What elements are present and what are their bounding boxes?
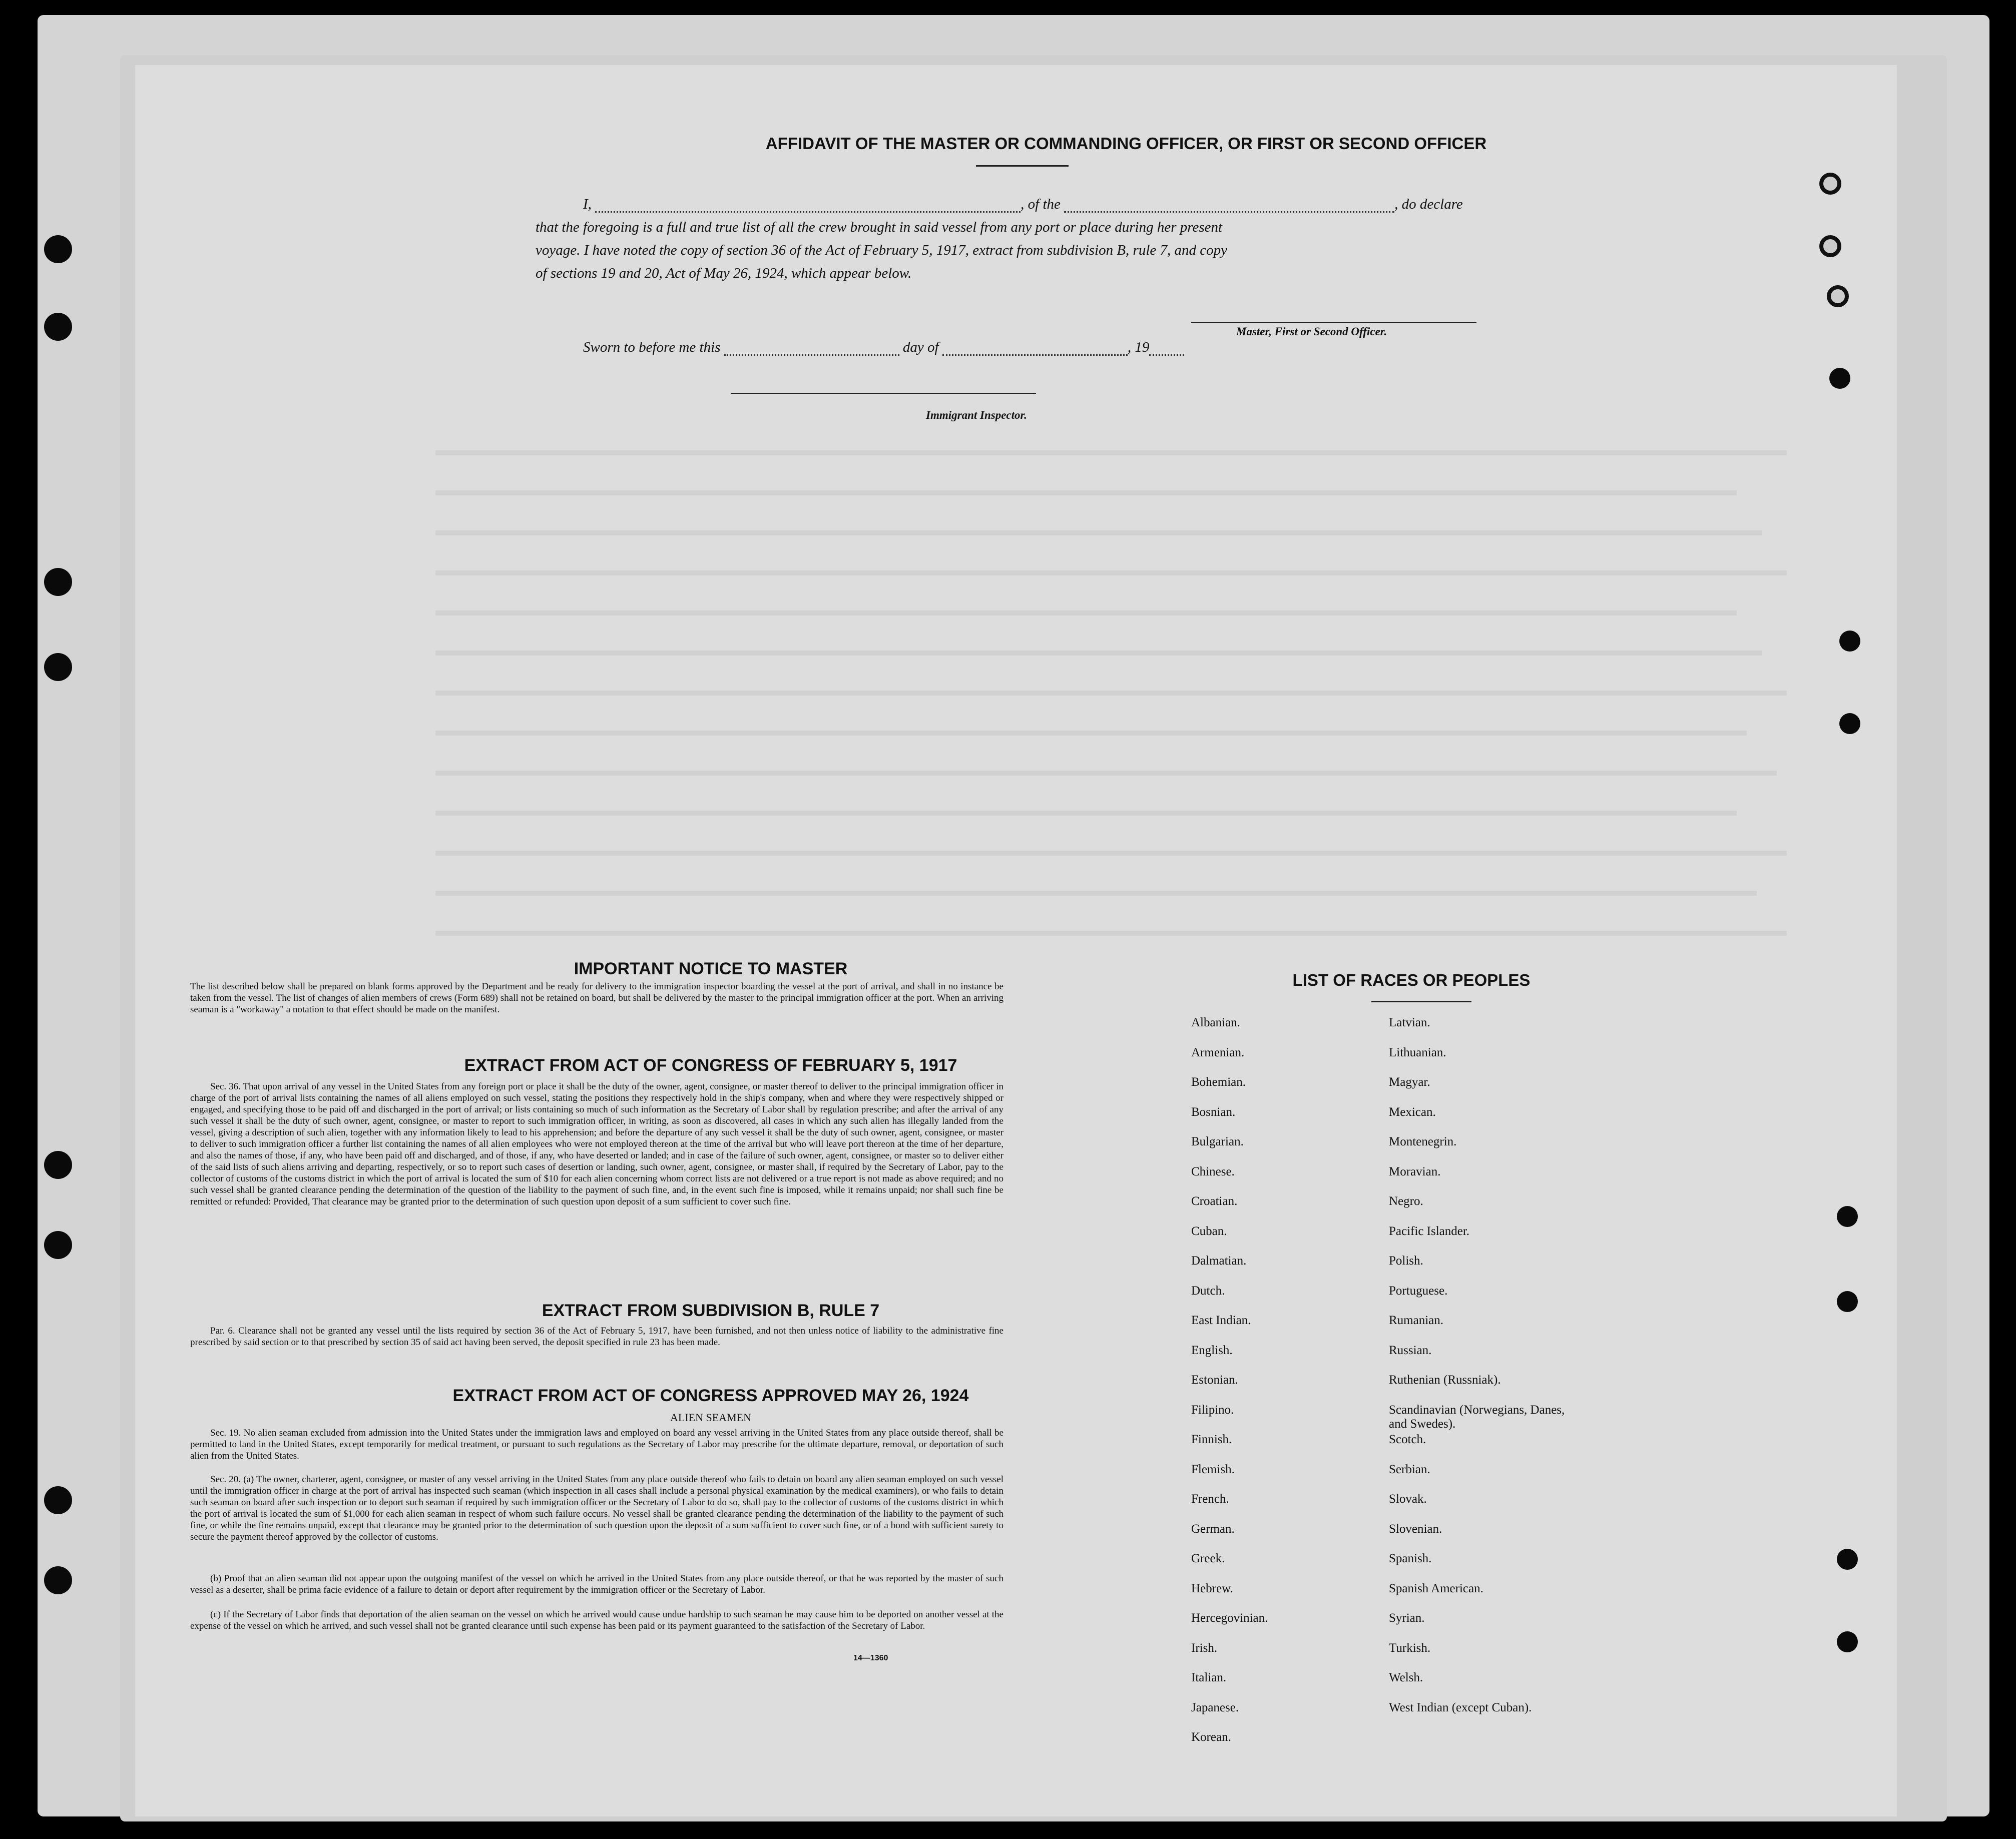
punch-hole: [1839, 631, 1860, 652]
punch-hole: [44, 568, 72, 596]
sec20b-body: (b) Proof that an alien seaman did not appear upon the outgoing manifest of the vessel on which he arrived in the United States from any place outside thereof, or that he was reported by the master of such vessel as a deserter, shall be prima facie evidence of a failure to detain or deport after requirement by the immigration officer or the Secretary of Labor.: [190, 1573, 1003, 1595]
race-item: Korean.: [1191, 1730, 1231, 1744]
race-item: Greek.: [1191, 1552, 1225, 1565]
race-item: Mexican.: [1389, 1105, 1436, 1119]
race-item: Albanian.: [1191, 1016, 1240, 1029]
race-item: Filipino.: [1191, 1403, 1234, 1417]
rule7-body: Par. 6. Clearance shall not be granted any vessel until the lists required by section 36 of the Act of February 5, 1917, have been furnished, and not then unless notice of liability to the administrative fine prescribed by said section or to that prescribed by section 35 of said act having been served, the deposit specified in rule 23 has been made.: [190, 1326, 1003, 1348]
race-item: Negro.: [1389, 1194, 1423, 1208]
affidavit-title-rule: [976, 165, 1069, 167]
race-item: English.: [1191, 1343, 1233, 1357]
race-item: Chinese.: [1191, 1164, 1235, 1178]
punch-hole: [44, 1151, 72, 1179]
race-item: Hercegovinian.: [1191, 1611, 1268, 1625]
race-item: Armenian.: [1191, 1045, 1245, 1059]
race-item: Lithuanian.: [1389, 1045, 1446, 1059]
punch-hole: [1837, 1206, 1858, 1227]
race-item: Polish.: [1389, 1254, 1423, 1268]
vessel-name-field[interactable]: [1064, 211, 1394, 213]
extract-1917-body: Sec. 36. That upon arrival of any vessel in the United States from any foreign port or place it shall be the duty of the owner, agent, consignee, or master thereof to deliver to the principal immigration officer in charge of the port of arrival lists containing the names of all aliens employed on such vessel, stating the positions they respectively hold in the ship's company, when and where they were respectively shipped or engaged, and specifying those to be paid off and discharged in the port of arrival; or lists containing so much of such information as the Secretary of Labor shall by regulation prescribe; and after the arrival of any such vessel it shall be the duty of such owner, agent, consignee, or master to report to such immigration officer, in writing, as soon as discovered, all cases in which any such alien has illegally landed from the vessel, giving a description of such alien, together with any information likely to lead to his apprehension; and before the departure of any such vessel it shall be the duty of such owner, agent, consignee, or master to deliver to such immigration officer a further list containing the names of all alien employees who were not employed thereon at the time of the arrival but who will leave port thereon at the time of her departure, and also the names of those, if any, who have been paid off and discharged, and of those, if any, who have deserted or landed; and in case of the failure of such owner, agent, consignee, or master so to deliver either of the said lists of such aliens arriving and departing, respectively, or so to report such cases of desertion or landing, such owner, agent, consignee, or master shall, if required by the Secretary of Labor, pay to the collector of customs of the customs district in which the port of arrival is located the sum of $10 for each alien concerning whom correct lists are not delivered or a true report is not made as above required; and no such vessel shall be granted clearance pending the determination of the question of the liability to the payment of such fine, and, in the event such fine is imposed, while it remains unpaid; nor shall such fine be remitted or refunded: Provided, That clearance may be granted prior to the determination of such question upon deposit of a sum sufficient to cover such fine.: [190, 1081, 1003, 1207]
race-item: Bosnian.: [1191, 1105, 1236, 1119]
form-number: 14—1360: [853, 1654, 888, 1662]
race-item: Croatian.: [1191, 1194, 1238, 1208]
race-item: Welsh.: [1389, 1671, 1423, 1684]
race-item: Moravian.: [1389, 1164, 1441, 1178]
sworn-month-field[interactable]: [942, 354, 1128, 356]
race-item: Ruthenian (Russniak).: [1389, 1373, 1501, 1387]
race-item: Dutch.: [1191, 1284, 1225, 1298]
reinforced-punch-hole: [1827, 285, 1849, 307]
affidavit-line-1: I, , of the , do declare: [583, 196, 1463, 212]
punch-hole: [44, 1231, 72, 1259]
race-item: Russian.: [1389, 1343, 1432, 1357]
race-item: Flemish.: [1191, 1462, 1235, 1476]
race-item: Scandinavian (Norwegians, Danes, and Swedes).: [1389, 1403, 1565, 1431]
sworn-line: Sworn to before me this day of , 19: [583, 339, 1184, 356]
affidavit-line-2: that the foregoing is a full and true list of all the crew brought in said vessel from any port or place during her present: [536, 219, 1223, 235]
punch-hole: [44, 653, 72, 681]
punch-hole: [44, 235, 72, 263]
notice-body: The list described below shall be prepared on blank forms approved by the Department and be ready for delivery to the immigration inspector boarding the vessel at the port of arrival, and shall in no instance be taken from the vessel. The list of changes of alien members of crews (Form 689) shall not be retained on board, but shall be delivered by the master to the principal immigration officer at the port. When an arriving seaman is a "workaway" a notation to that effect should be made on the manifest.: [190, 981, 1003, 1015]
master-signature-line[interactable]: [1191, 322, 1476, 323]
declarant-name-field[interactable]: [595, 211, 1021, 213]
race-item: Syrian.: [1389, 1611, 1425, 1625]
sec20a-body: Sec. 20. (a) The owner, charterer, agent, consignee, or master of any vessel arriving in the United States from any place outside thereof who fails to detain on board any alien seaman employed on such vessel until the immigration officer in charge at the port of arrival has inspected such seaman (which inspection in all cases shall include a personal physical examination by the medical examiners), or who fails to detain such seaman on board after such inspection or to deport such seaman if required by such immigration officer or the Secretary of Labor to do so, shall pay to the collector of customs of the customs district in which the port of arrival is located the sum of $1,000 for each alien seaman in respect of whom such failure occurs. No vessel shall be granted clearance pending the determination of the liability to the payment of such fine, or while the fine remains unpaid, except that clearance may be granted prior to the determination of such question upon the deposit of a sum sufficient to cover such fine, or of a bond with sufficient surety to secure the payment thereof approved by the collector of customs.: [190, 1474, 1003, 1542]
race-item: Spanish.: [1389, 1552, 1432, 1565]
race-item: Scotch.: [1389, 1433, 1426, 1446]
race-item: East Indian.: [1191, 1314, 1251, 1327]
race-item: Cuban.: [1191, 1224, 1227, 1238]
race-item: Finnish.: [1191, 1433, 1232, 1446]
affidavit-line-3: voyage. I have noted the copy of section 36 of the Act of February 5, 1917, extract from subdivision B, rule 7, and copy: [536, 242, 1228, 258]
sec19-body: Sec. 19. No alien seaman excluded from admission into the United States under the immigration laws and employed on board any vessel arriving in the United States from any place outside thereof, shall be permitted to land in the United States, except temporarily for medical treatment, or pursuant to such regulations as the Secretary of Labor may prescribe for the ultimate departure, removal, or deportation of such alien from the United States.: [190, 1428, 1003, 1461]
extract-1917-title: EXTRACT FROM ACT OF CONGRESS OF FEBRUARY 5, 1917: [464, 1056, 957, 1075]
race-item: Latvian.: [1389, 1016, 1430, 1029]
race-item: Slovak.: [1389, 1492, 1427, 1506]
race-item: Turkish.: [1389, 1641, 1431, 1655]
punch-hole: [1829, 368, 1850, 389]
race-item: Irish.: [1191, 1641, 1218, 1655]
race-item: Portuguese.: [1389, 1284, 1448, 1298]
bleed-through-ghost: [135, 65, 1897, 1816]
race-item: Italian.: [1191, 1671, 1227, 1684]
punch-hole: [44, 313, 72, 341]
race-item: French.: [1191, 1492, 1229, 1506]
race-item: West Indian (except Cuban).: [1389, 1700, 1532, 1714]
race-item: Hebrew.: [1191, 1581, 1233, 1595]
sec20c-body: (c) If the Secretary of Labor finds that deportation of the alien seaman on the vessel on which he arrived would cause undue hardship to such seaman he may cause him to be deported on another vessel at the expense of the vessel on which he arrived, and such vessel shall not be granted clearance until such expense has been paid or its payment guaranteed to the satisfaction of the Secretary of Labor.: [190, 1609, 1003, 1631]
race-item: Bohemian.: [1191, 1075, 1246, 1089]
affidavit-line-4: of sections 19 and 20, Act of May 26, 1924, which appear below.: [536, 265, 912, 281]
punch-hole: [44, 1566, 72, 1594]
race-item: German.: [1191, 1522, 1235, 1536]
race-item: Dalmatian.: [1191, 1254, 1247, 1268]
race-item: Pacific Islander.: [1389, 1224, 1470, 1238]
reinforced-punch-hole: [1819, 235, 1841, 257]
race-item: Magyar.: [1389, 1075, 1430, 1089]
rule7-title: EXTRACT FROM SUBDIVISION B, RULE 7: [542, 1301, 880, 1320]
extract-1924-title: EXTRACT FROM ACT OF CONGRESS APPROVED MAY 26, 1924: [452, 1386, 969, 1405]
reinforced-punch-hole: [1819, 173, 1841, 195]
affidavit-title: AFFIDAVIT OF THE MASTER OR COMMANDING OFFICER, OR FIRST OR SECOND OFFICER: [765, 134, 1487, 153]
race-item: Montenegrin.: [1389, 1135, 1457, 1148]
punch-hole: [44, 1486, 72, 1514]
punch-hole: [1837, 1631, 1858, 1652]
race-item: Slovenian.: [1389, 1522, 1442, 1536]
inspector-caption: Immigrant Inspector.: [926, 409, 1027, 421]
affidavit-form-page: [135, 65, 1897, 1816]
punch-hole: [1837, 1549, 1858, 1570]
race-item: Spanish American.: [1389, 1581, 1483, 1595]
master-signature-caption: Master, First or Second Officer.: [1236, 325, 1387, 338]
punch-hole: [1839, 713, 1860, 734]
race-item: Japanese.: [1191, 1700, 1239, 1714]
races-title-rule: [1371, 1001, 1471, 1002]
race-item: Bulgarian.: [1191, 1135, 1244, 1148]
inspector-signature-line[interactable]: [731, 393, 1036, 394]
races-title: LIST OF RACES OR PEOPLES: [1292, 971, 1531, 989]
alien-seamen-subtitle: ALIEN SEAMEN: [670, 1411, 751, 1424]
sworn-day-field[interactable]: [724, 354, 899, 356]
race-item: Rumanian.: [1389, 1314, 1444, 1327]
race-item: Serbian.: [1389, 1462, 1430, 1476]
punch-hole: [1837, 1291, 1858, 1312]
notice-title: IMPORTANT NOTICE TO MASTER: [574, 959, 848, 978]
sworn-year-field[interactable]: [1149, 354, 1184, 356]
race-item: Estonian.: [1191, 1373, 1238, 1387]
